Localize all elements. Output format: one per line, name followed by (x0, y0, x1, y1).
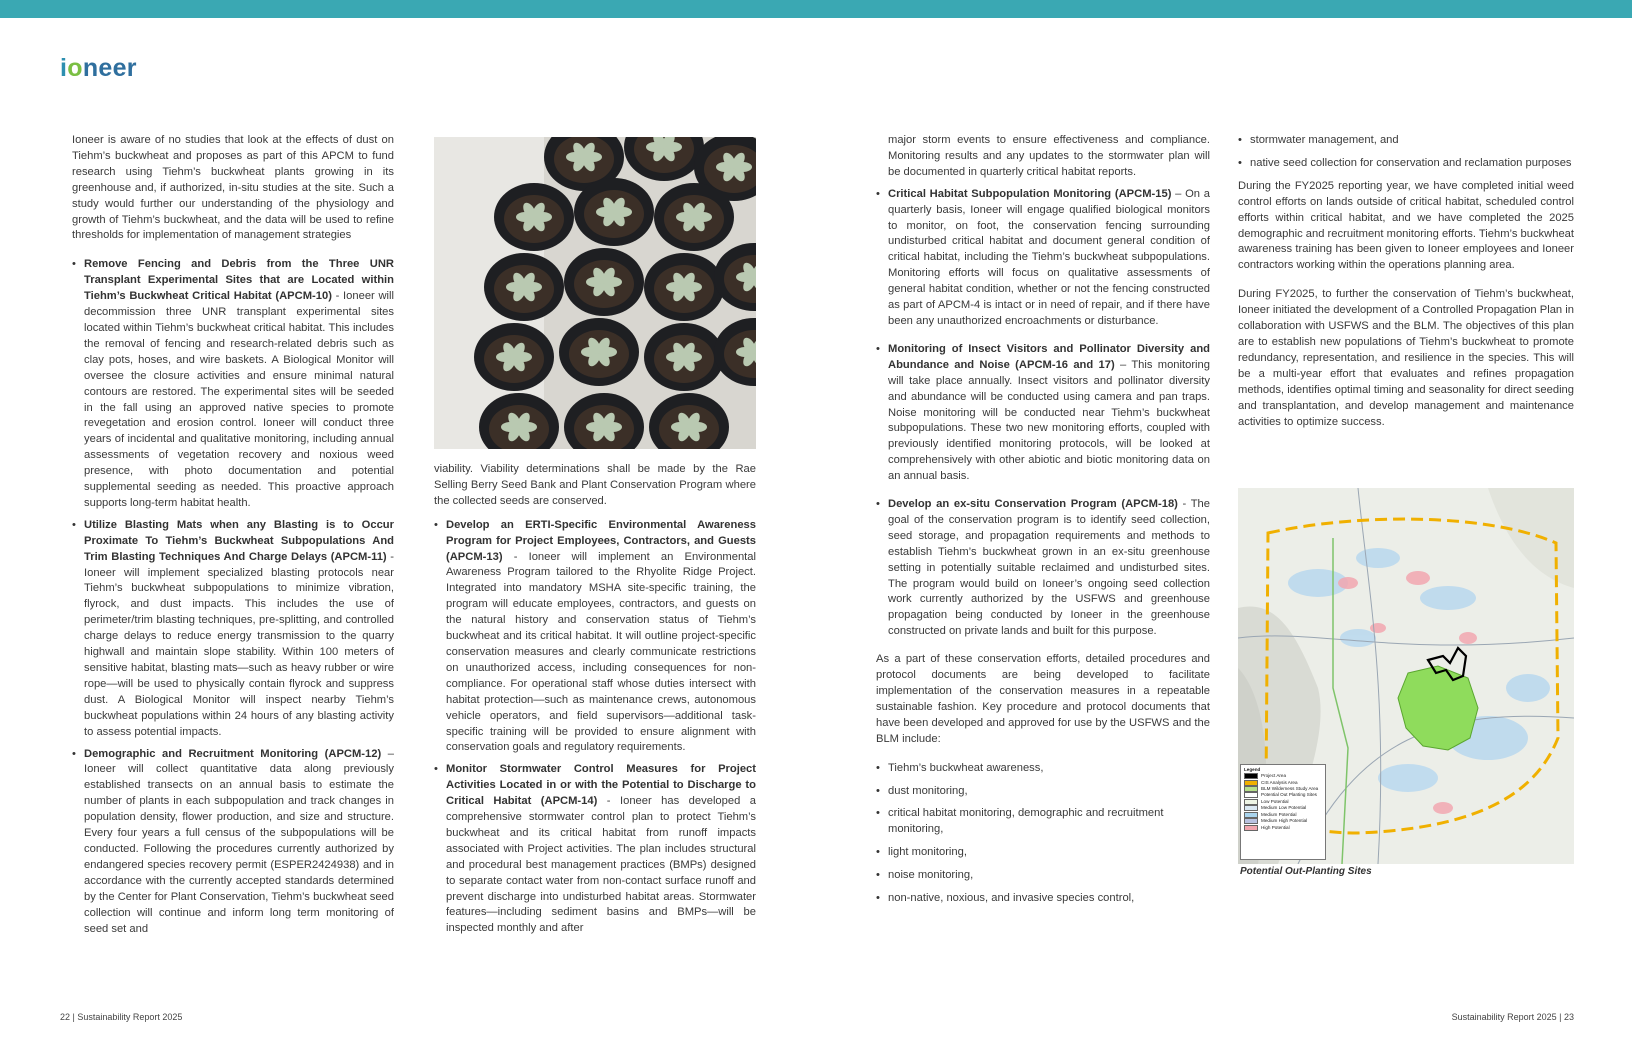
apcm-list-3 (876, 187, 1210, 640)
legend-label: High Potential (1261, 824, 1290, 830)
footer-left: 22 | Sustainability Report 2025 (60, 1012, 183, 1022)
apcm-list-1 (72, 257, 394, 937)
legend-swatch (1244, 812, 1258, 818)
legend-title: Legend (1244, 767, 1261, 772)
legend-label: Project Area (1261, 773, 1287, 779)
protocol-list-cont (1238, 133, 1574, 172)
list-item: • Develop an ERTI-Specific Environmental Awareness Program for Project Employees, Contractors, and Guests (APCM-13) - Ioneer will implement an Environmental Awareness Program tailored to the Rhyolite Ridge Project. Integrated into mandatory MSHA site-specific training, the program will educate employees, contractors, and guests on the natural history and conservation status of Tiehm’s buckwheat and its critical habitat. It will outline project-specific conservation measures and clearly communicate restrictions on unauthorized access, including consequences for non-compliance. For operational staff whose duties intersect with habitat protection—such as maintenance crews, autonomous vehicle operators, and field supervisors—additional task-specific training will be provided to ensure alignment with conservation goals and regulatory requirements. (434, 518, 756, 757)
legend-label: Medium High Potential (1261, 818, 1308, 824)
protocol-list (876, 761, 1210, 907)
column-4 (1238, 133, 1574, 443)
list-item: • noise monitoring, (876, 868, 1210, 884)
legend-swatch (1244, 792, 1258, 798)
legend-swatch (1244, 780, 1258, 786)
legend-label: BLM Wilderness Study Area (1261, 786, 1319, 792)
legend-swatch (1244, 805, 1258, 811)
legend-label: Medium Low Potential (1261, 805, 1307, 811)
list-item: • Demographic and Recruitment Monitoring (APCM-12) – Ioneer will collect quantitative data along previously established transects on an annual basis to estimate the number of plants in each subpopulation and track changes in population density, flower production, and size and structure. Every four years a full census of the subpopulations will be conducted. Following the procedures currently authorized by endangered species recovery permit (ESPER2424938) and in accordance with the currently accepted standards determined by the Center for Plant Conservation, Tiehm’s buckwheat seed collection will continue and inform long term monitoring of seed set and (72, 747, 394, 938)
footer-right: Sustainability Report 2025 | 23 (1451, 1012, 1574, 1022)
legend-swatch (1244, 825, 1258, 831)
continued-paragraph: viability. Viability determinations shall be made by the Rae Selling Berry Seed Bank and Plant Conservation Program where the collected seeds are conserved. (434, 463, 756, 507)
list-item: • Monitoring of Insect Visitors and Pollinator Diversity and Abundance and Noise (APCM-16 and 17) – This monitoring will take place annually. Insect visitors and pollinator diversity and abundance will be conducted using camera and pan traps. Noise monitoring will be conducted near Tiehm’s buckwheat subpopulations. These two new monitoring efforts, coupled with previously identified monitoring protocols, will be looked at comprehensively with other abiotic and biotic monitoring data on an annual basis. (876, 342, 1210, 485)
list-item: • light monitoring, (876, 845, 1210, 861)
column-3 (876, 133, 1210, 914)
continued-paragraph: major storm events to ensure effectiveness and compliance. Monitoring results and any updates to the stormwater plan will be documented in quarterly critical habitat reports. (888, 134, 1210, 178)
list-item: • critical habitat monitoring, demographic and recruitment monitoring, (876, 806, 1210, 838)
column-1 (72, 133, 394, 943)
seedling-pots-photo (434, 137, 756, 449)
fy2025-paragraph: During the FY2025 reporting year, we have completed initial weed control efforts on lands outside of critical habitat, scheduled control efforts within critical habitat, and we have completed the 2025 demographic and recruitment monitoring efforts. Tiehm’s buckwheat awareness training has been given to Ioneer employees and Ioneer contractors working within the operations planning area. (1238, 179, 1575, 272)
list-item: • native seed collection for conservation and reclamation purposes (1238, 156, 1574, 172)
propagation-paragraph: During FY2025, to further the conservation of Tiehm’s buckwheat, Ioneer initiated the development of a Controlled Propagation Plan in collaboration with USFWS and the BLM. The objectives of this plan are to establish new populations of Tiehm’s buckwheat to promote redundancy, representation, and resilience in the species. This will be a multi-year effort that evaluates and refines propagation methods, identifies optimal timing and seasonality for direct seeding and transplantation, and develop management and maintenance activities to optimize success. (1238, 288, 1574, 428)
legend-label: Potential Out Planting Sites (1261, 792, 1317, 798)
legend-swatch (1244, 773, 1258, 779)
map-caption: Potential Out-Planting Sites (1240, 866, 1372, 877)
legend-swatch (1244, 818, 1258, 824)
protocol-paragraph: As a part of these conservation efforts, detailed procedures and protocol documents are being developed to facilitate implementation of the conservation measures in a repeatable sustainable fashion. Key procedure and protocol documents that have been developed and approved for use by the USFWS and the BLM include: (876, 653, 1210, 745)
column-2 (434, 462, 756, 943)
list-item: • dust monitoring, (876, 784, 1210, 800)
legend-label: Low Potential (1261, 799, 1289, 805)
map-legend (1240, 764, 1326, 860)
legend-swatch (1244, 786, 1258, 792)
ioneer-logo: ioneer (60, 54, 137, 82)
list-item: • Utilize Blasting Mats when any Blasting is to Occur Proximate To Tiehm’s Buckwheat Subpopulations And Trim Blasting Techniques And Charge Delays (APCM-11) - Ioneer will implement specialized blasting protocols near Tiehm’s buckwheat subpopulations to minimize vibration, flyrock, and dust impacts. This includes the use of perimeter/trim blasting techniques, pre-splitting, and controlled charge delays to reduce energy transmission to the quarry highwall and maintain slope stability. Within 100 meters of sensitive habitat, blasting mats—such as heavy rubber or wire rope—will be used to physically contain flyrock and suppress dust. A Biological Monitor will inspect nearby Tiehm’s buckwheat populations within 24 hours of any blasting activity to assess potential impacts. (72, 518, 394, 741)
top-accent-bar (0, 0, 1632, 18)
out-planting-map (1238, 488, 1574, 864)
list-item: • Monitor Stormwater Control Measures for Project Activities Located in or with the Potential to Discharge to Critical Habitat (APCM-14) - Ioneer has developed a comprehensive stormwater control plan to protect Tiehm’s buckwheat and its critical habitat from runoff impacts associated with Project activities. The plan includes structural and procedural best management practices (BMPs) designed to separate contact water from non-contact surface runoff and prevent discharge into undisturbed habitat areas. Stormwater features—including sediment basins and BMPs—will be inspected monthly and after (434, 762, 756, 937)
legend-label: CIS Analysis Area (1261, 779, 1298, 785)
intro-paragraph: Ioneer is aware of no studies that look at the effects of dust on Tiehm’s buckwheat and proposes as part of this APCM to fund research using Tiehm’s buckwheat plants growing in its greenhouse and, if authorized, in-situ studies at the site. Such a study would further our understanding of the physiology and growth of Tiehm’s buckwheat, and the data will be used to refine thresholds for implementation of management strategies (72, 134, 394, 242)
legend-swatch (1244, 799, 1258, 805)
legend-entry (1244, 825, 1322, 831)
apcm-list-2 (434, 518, 756, 938)
legend-label: Medium Potential (1261, 811, 1297, 817)
list-item: • Tiehm’s buckwheat awareness, (876, 761, 1210, 777)
list-item: • non-native, noxious, and invasive species control, (876, 891, 1210, 907)
list-item: • Critical Habitat Subpopulation Monitoring (APCM-15) – On a quarterly basis, Ioneer will engage qualified biological monitors to monitor, on foot, the conservation fencing surrounding undisturbed critical habitat and document general condition of critical habitat, including the Tiehm’s buckwheat subpopulations. Monitoring efforts will focus on qualitative assessments of general habitat condition, whether or not the fencing constructed as part of APCM-4 is intact or in need of repair, and if there have been any unauthorized encroachments or disturbance. (876, 187, 1210, 330)
list-item: • Remove Fencing and Debris from the Three UNR Transplant Experimental Sites that are Located within Tiehm’s Buckwheat Critical Habitat (APCM-10) - Ioneer will decommission three UNR transplant experimental sites located within Tiehm’s buckwheat critical habitat. This includes the removal of fencing and research-related debris such as clay pots, hoses, and wire baskets. A Biological Monitor will oversee the closure activities and ensure minimal natural contours are restored. The experimental sites will be seeded in the fall using an approved native species to promote revegetation and erosion control. Ioneer will conduct three years of incidental and qualitative monitoring, including annual assessments of vegetation recovery and noxious weed presence, with photo documentation and potential supplemental seeding as needed. This proactive approach supports long-term habitat health. (72, 257, 394, 512)
list-item: • Develop an ex-situ Conservation Program (APCM-18) - The goal of the conservation program is to identify seed collection, seed storage, and propagation requirements and methods to establish Tiehm’s buckwheat grown in an ex-situ greenhouse setting in potentially suitable reclaimed and undisturbed sites. The program would build on Ioneer’s ongoing seed collection work currently authorized by the USFWS and greenhouse propagation being conducted by Ioneer in the greenhouse constructed on private lands and built for this purpose. (876, 497, 1210, 640)
list-item: • stormwater management, and (1238, 133, 1574, 149)
